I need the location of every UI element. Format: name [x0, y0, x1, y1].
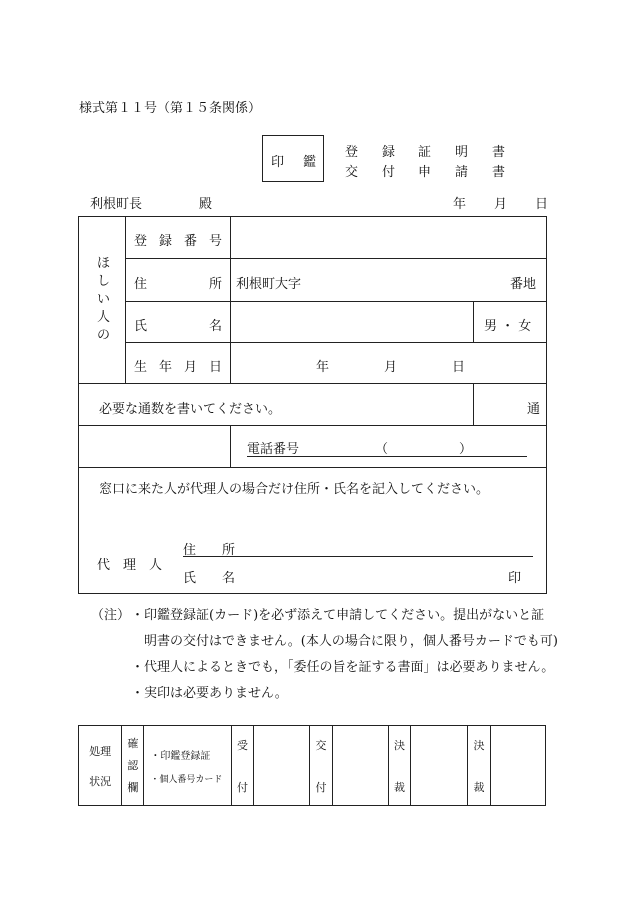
seal-char-2: 鑑	[303, 155, 317, 170]
side-char: い	[97, 292, 111, 307]
approve-char: 裁	[394, 780, 406, 794]
agent-address-field[interactable]	[183, 539, 533, 557]
gender-selector[interactable]	[474, 302, 547, 343]
label-char: 生	[134, 360, 148, 375]
phone-field[interactable]	[231, 426, 547, 468]
status-label-line: 状況	[89, 774, 112, 788]
label-char: 登	[134, 234, 148, 249]
confirm-char: 認	[127, 758, 139, 772]
label-char: 月	[184, 360, 198, 375]
application-form-table	[78, 216, 547, 594]
label-char: 番	[184, 234, 198, 249]
phone-underline	[247, 438, 527, 457]
row-phone	[79, 426, 547, 468]
row-name	[79, 302, 547, 343]
date-day: 日	[535, 197, 549, 212]
side-char: の	[97, 328, 111, 343]
side-char: ほ	[97, 256, 111, 271]
agent-section	[79, 468, 547, 594]
phone-blank	[79, 426, 231, 468]
note-line-3: ・代理人によるときでも，「委任の旨を証する書面」は必要ありません。	[131, 660, 555, 675]
label-char: 日	[209, 360, 223, 375]
address-label	[126, 259, 231, 302]
title-char: 申	[418, 165, 432, 180]
date-year: 年	[453, 197, 467, 212]
seal-char-1: 印	[271, 155, 285, 170]
title-char: 書	[492, 145, 506, 160]
note-line-2: 明書の交付はできません。(本人の場合に限り，個人番号カードでも可)	[144, 634, 558, 649]
dob-day: 日	[452, 360, 466, 375]
name-label	[126, 302, 231, 343]
agent-label: 代 理 人	[97, 558, 163, 573]
issue-label	[310, 726, 332, 806]
row-copies	[79, 384, 547, 426]
copies-instruction	[79, 384, 474, 426]
title-char: 登	[345, 145, 359, 160]
dob-month: 月	[384, 360, 398, 375]
form-number: 様式第１１号（第１５条関係）	[79, 101, 262, 116]
approve-stamp-box-1[interactable]	[411, 726, 468, 806]
label-char: 録	[159, 234, 173, 249]
dob-field[interactable]	[231, 343, 547, 384]
address-prefix: 利根町大字	[236, 277, 302, 292]
side-char: し	[97, 274, 111, 289]
confirm-label	[122, 726, 144, 806]
copies-text: 必要な通数を書いてください。	[99, 402, 282, 417]
agent-address-label: 住 所	[183, 543, 236, 558]
processing-table	[78, 725, 546, 806]
phone-label: 電話番号	[247, 442, 300, 457]
receive-stamp-box[interactable]	[254, 726, 310, 806]
receive-char: 付	[237, 780, 249, 794]
copies-field[interactable]	[474, 384, 547, 426]
addressee-honorific: 殿	[199, 197, 213, 212]
reg-number-label	[126, 217, 231, 259]
agent-instruction: 窓口に来た人が代理人の場合だけ住所・氏名を記入してください。	[99, 482, 490, 497]
label-char: 氏	[134, 319, 148, 334]
note-line-1: ・印鑑登録証(カード)を必ず添えて申請してください。提出がないと証	[131, 608, 545, 623]
copies-unit: 通	[526, 402, 540, 417]
gender-text: 男 ・ 女	[484, 319, 532, 334]
agent-name-field[interactable]	[183, 567, 533, 584]
addressee-town: 利根町長	[90, 197, 143, 212]
status-label-line: 処理	[89, 744, 112, 758]
agent-name-label: 氏 名	[183, 571, 236, 586]
confirm-items	[144, 726, 232, 806]
side-char: 人	[97, 310, 111, 325]
title-char: 交	[345, 165, 359, 180]
label-char: 年	[159, 360, 173, 375]
issue-stamp-box[interactable]	[332, 726, 388, 806]
label-char: 号	[209, 234, 223, 249]
confirm-item: ・印鑑登録証	[150, 750, 211, 762]
approve-char: 決	[394, 738, 406, 752]
row-address	[79, 259, 547, 302]
row-dob	[79, 343, 547, 384]
phone-paren-close: ）	[459, 442, 473, 457]
address-suffix: 番地	[509, 277, 536, 292]
issue-char: 付	[315, 780, 327, 794]
approve-label-1	[388, 726, 410, 806]
label-char: 住	[134, 277, 148, 292]
address-field[interactable]	[231, 259, 547, 302]
note-line-4: ・実印は必要ありません。	[131, 686, 288, 701]
approve-stamp-box-2[interactable]	[490, 726, 545, 806]
title-char: 明	[455, 145, 469, 160]
label-char: 名	[209, 319, 223, 334]
confirm-char: 欄	[127, 780, 139, 794]
date-month: 月	[494, 197, 508, 212]
processing-status-label	[79, 726, 122, 806]
reg-number-field[interactable]	[231, 217, 547, 259]
phone-paren-open: （	[375, 442, 389, 457]
confirm-item: ・個人番号カード	[150, 774, 223, 785]
approve-char: 裁	[473, 780, 485, 794]
approve-label-2	[468, 726, 490, 806]
row-agent	[79, 468, 547, 594]
issue-char: 交	[315, 738, 327, 752]
title-char: 録	[382, 145, 396, 160]
dob-year: 年	[316, 360, 330, 375]
notes-marker: （注）	[91, 608, 131, 623]
receive-label	[231, 726, 253, 806]
agent-seal-mark: 印	[507, 571, 521, 586]
requester-side-label	[79, 217, 126, 384]
title-char: 付	[382, 165, 396, 180]
title-char: 証	[418, 145, 432, 160]
label-char: 所	[209, 277, 223, 292]
title-char: 書	[492, 165, 506, 180]
row-reg-number	[79, 217, 547, 259]
seal-box	[262, 135, 324, 182]
confirm-char: 確	[127, 736, 139, 750]
approve-char: 決	[473, 738, 485, 752]
name-field[interactable]	[231, 302, 474, 343]
dob-label	[126, 343, 231, 384]
title-char: 請	[455, 165, 469, 180]
receive-char: 受	[237, 738, 249, 752]
